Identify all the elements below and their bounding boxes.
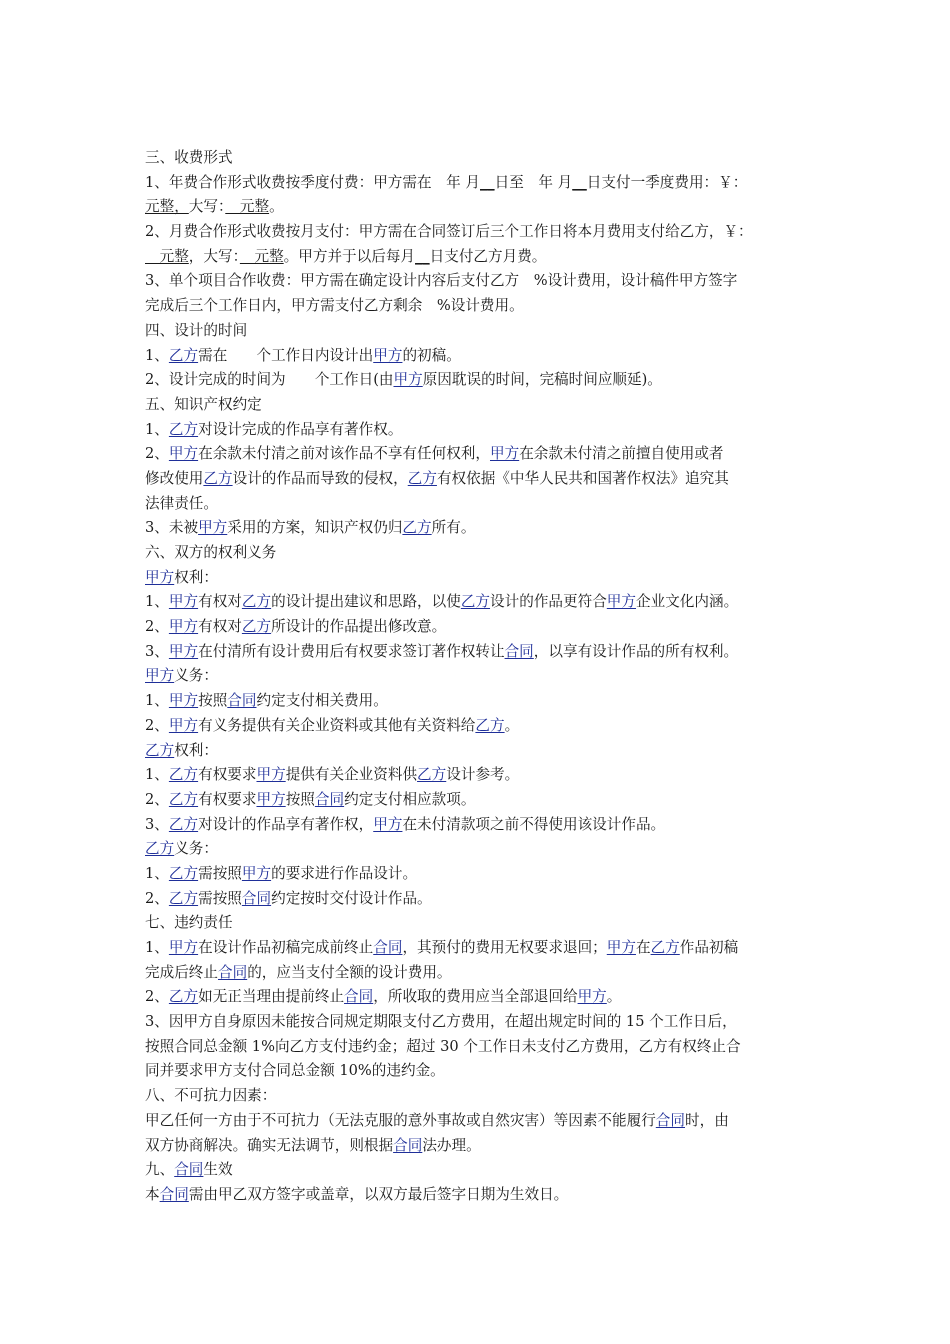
text-run: 的，应当支付全额的设计费用。 <box>247 963 452 981</box>
blank-field: __ <box>572 173 587 191</box>
hyperlink-term[interactable]: 乙方 <box>203 469 233 487</box>
document-line <box>145 195 812 220</box>
text-run: 原因耽误的时间，完稿时间应顺延)。 <box>422 371 662 389</box>
document-line <box>145 566 812 591</box>
text-run: 完成后三个工作日内，甲方需支付乙方剩余 %设计费用。 <box>145 297 524 315</box>
hyperlink-term[interactable]: 乙方 <box>168 420 199 438</box>
text-run: 在未付清款项之前不得使用该设计作品。 <box>402 815 666 833</box>
text-run: 在 <box>635 939 651 956</box>
text-run: 如无正当理由提前终止 <box>198 988 345 1006</box>
text-run: 完成后终止 <box>145 963 218 981</box>
hyperlink-term[interactable]: 乙方 <box>417 766 447 784</box>
document-line <box>145 714 812 739</box>
text-run: 有权要求 <box>198 790 257 808</box>
text-run: 约定支付相应款项。 <box>344 790 476 808</box>
hyperlink-term[interactable]: 乙方 <box>475 716 505 734</box>
text-run: 设计参考。 <box>446 766 520 784</box>
hyperlink-term[interactable]: 乙方 <box>168 790 199 808</box>
text-run: 所有。 <box>431 519 476 537</box>
document-line <box>145 245 812 270</box>
hyperlink-term[interactable]: 甲方 <box>168 593 199 611</box>
text-run: 约定支付相关费用。 <box>256 692 388 710</box>
text-run: 1、 <box>145 864 169 882</box>
hyperlink-term[interactable]: 乙方 <box>168 864 199 882</box>
hyperlink-term[interactable]: 乙方 <box>168 815 199 833</box>
document-line <box>145 319 812 344</box>
document-line <box>145 615 812 640</box>
hyperlink-term[interactable]: 甲方 <box>606 593 636 611</box>
text-run: 三、收费形式 <box>145 149 233 166</box>
text-run: 3、 <box>145 815 169 833</box>
hyperlink-term[interactable]: 合同 <box>241 889 272 907</box>
hyperlink-term[interactable]: 甲方 <box>168 618 199 636</box>
text-run: 本 <box>145 1185 160 1203</box>
text-run: 在设计作品初稿完成前终止 <box>198 939 374 956</box>
document-line <box>145 1035 812 1060</box>
text-run: ，大写： <box>188 247 240 265</box>
text-run: 设计的作品而导致的侵权， <box>232 469 408 487</box>
text-run: 有权对 <box>198 618 242 636</box>
hyperlink-term[interactable]: 乙方 <box>168 766 199 784</box>
document-line <box>145 813 812 838</box>
document-line <box>145 911 812 936</box>
text-run: 需在 个工作日内设计出 <box>198 346 374 364</box>
text-run: 提供有关企业资料供 <box>285 766 418 784</box>
document-line <box>145 294 812 319</box>
text-run: 有义务提供有关企业资料或其他有关资料给 <box>198 716 476 734</box>
blank-field: 元整 <box>225 198 270 216</box>
text-run: 的设计提出建议和思路，以使 <box>271 593 461 611</box>
text-run: 八、不可抗力因素： <box>145 1087 277 1105</box>
text-run: 需按照 <box>198 864 242 882</box>
document-line <box>145 492 812 517</box>
document-line <box>145 837 812 862</box>
text-run: 采用的方案，知识产权仍归 <box>227 519 403 537</box>
hyperlink-term[interactable]: 甲方 <box>256 766 286 784</box>
document-line <box>145 516 812 541</box>
text-run: 企业文化内涵。 <box>636 593 739 611</box>
text-run: 作品初稿 <box>679 939 739 956</box>
hyperlink-term[interactable]: 合同 <box>314 790 345 808</box>
text-run: 在付清所有设计费用后有权要求签订著作权转让 <box>198 642 505 660</box>
text-run: 七、违约责任 <box>145 914 233 932</box>
text-run: 约定按时交付设计作品。 <box>271 889 432 907</box>
hyperlink-term[interactable]: 甲方 <box>606 939 636 956</box>
text-run: 按照 <box>198 692 228 710</box>
text-run: 有权对 <box>198 593 242 611</box>
hyperlink-term[interactable]: 甲方 <box>373 815 403 833</box>
text-run: 修改使用 <box>145 469 204 487</box>
document-line <box>145 739 812 764</box>
text-run: 1、 <box>145 766 169 784</box>
text-run: 四、设计的时间 <box>145 321 248 339</box>
text-run: 按照合同总金额 1%向乙方支付违约金；超过 30 个工作日未支付乙方费用，乙方有权终止合 <box>145 1037 741 1055</box>
text-run: 2、 <box>145 716 169 734</box>
text-run: 对设计的作品享有著作权， <box>198 815 374 833</box>
document-line <box>145 1010 812 1035</box>
document-line <box>145 418 812 443</box>
document-line <box>145 269 812 294</box>
text-run: 在余款未付清之前擅自使用或者 <box>519 445 724 463</box>
document-line <box>145 788 812 813</box>
blank-field: 元整， <box>145 198 189 216</box>
text-run: 3、未被 <box>145 519 199 537</box>
hyperlink-term[interactable]: 乙方 <box>650 939 680 956</box>
text-run: 1、 <box>145 346 169 364</box>
document-line <box>145 146 812 171</box>
text-run: 权利： <box>174 568 218 586</box>
text-run: ，以享有设计作品的所有权利。 <box>533 642 739 660</box>
document-line <box>145 1158 812 1183</box>
hyperlink-term[interactable]: 甲方 <box>393 371 423 389</box>
text-run: 。 <box>504 716 520 734</box>
document-line <box>145 887 812 912</box>
text-run: 2、 <box>145 790 169 808</box>
text-run: 法律责任。 <box>145 494 218 512</box>
document-line <box>145 467 812 492</box>
document-line <box>145 590 812 615</box>
document-line <box>145 1084 812 1109</box>
text-run: 日支付一季度费用：￥： <box>586 173 748 191</box>
hyperlink-term[interactable]: 甲方 <box>168 642 199 660</box>
hyperlink-term[interactable]: 合同 <box>655 1111 685 1129</box>
text-run: ，其预付的费用无权要求退回； <box>402 939 607 956</box>
text-run: 设计的作品更符合 <box>490 593 607 611</box>
document-line <box>145 862 812 887</box>
text-run: 六、双方的权利义务 <box>145 544 277 561</box>
text-run: 2、 <box>145 445 169 463</box>
text-run: 1、 <box>145 593 169 611</box>
text-run: 义务： <box>174 840 218 858</box>
text-run: 同并要求甲方支付合同总金额 10%的违约金。 <box>145 1062 445 1080</box>
hyperlink-term[interactable]: 乙方 <box>168 988 199 1006</box>
text-run: 有权依据《中华人民共和国著作权法》追究其 <box>436 469 729 487</box>
text-run: 。 <box>269 198 284 216</box>
document-line <box>145 442 812 467</box>
hyperlink-term[interactable]: 乙方 <box>145 840 175 858</box>
document-line <box>145 344 812 369</box>
document-line <box>145 171 812 196</box>
hyperlink-term[interactable]: 甲方 <box>256 790 286 808</box>
text-run: 日支付乙方月费。 <box>429 247 547 265</box>
text-run: 五、知识产权约定 <box>145 395 262 413</box>
document-line <box>145 689 812 714</box>
text-run: 2、 <box>145 889 169 907</box>
text-run: 生效 <box>203 1161 233 1179</box>
hyperlink-term[interactable]: 合同 <box>217 963 248 981</box>
hyperlink-term[interactable]: 合同 <box>393 1136 423 1154</box>
text-run: 3、因甲方自身原因未能按合同规定期限支付乙方费用，在超出规定时间的 15 个工作日后， <box>145 1013 737 1031</box>
text-run: 按照 <box>285 790 315 808</box>
blank-field: __ <box>415 247 430 265</box>
text-run: 2、月费合作形式收费按月支付：甲方需在合同签订后三个工作日将本月费用支付给乙方，￥： <box>145 223 753 241</box>
text-run: 所设计的作品提出修改意。 <box>271 618 447 636</box>
document-line <box>145 640 812 665</box>
hyperlink-term[interactable]: 乙方 <box>241 593 272 611</box>
document-line <box>145 1109 812 1134</box>
document-line <box>145 763 812 788</box>
hyperlink-term[interactable]: 甲方 <box>145 568 175 586</box>
document-line <box>145 541 812 566</box>
text-run: 九、 <box>145 1161 175 1179</box>
document-line <box>145 1134 812 1159</box>
text-run: 的要求进行作品设计。 <box>271 864 418 882</box>
text-run: 的初稿。 <box>402 346 461 364</box>
document-line <box>145 1183 812 1208</box>
text-run: 在余款未付清之前对该作品不享有任何权利， <box>198 445 490 463</box>
hyperlink-term[interactable]: 乙方 <box>241 618 272 636</box>
text-run: 需由甲乙双方签字或盖章，以双方最后签字日期为生效日。 <box>188 1185 569 1203</box>
blank-field: 元整 <box>145 247 189 265</box>
text-run: 大写： <box>188 198 226 216</box>
hyperlink-term[interactable]: 乙方 <box>145 741 175 759</box>
contract-body <box>145 146 812 1208</box>
blank-field: 元整 <box>239 247 284 265</box>
document-line <box>145 985 812 1010</box>
hyperlink-term[interactable]: 甲方 <box>373 346 403 364</box>
blank-field: __ <box>480 173 495 191</box>
hyperlink-term[interactable]: 合同 <box>227 692 257 710</box>
hyperlink-term[interactable]: 乙方 <box>402 519 432 537</box>
hyperlink-term[interactable]: 甲方 <box>577 988 607 1006</box>
text-run: 义务： <box>174 667 218 685</box>
text-run: 1、 <box>145 420 169 438</box>
hyperlink-term[interactable]: 甲方 <box>489 445 520 463</box>
document-line <box>145 393 812 418</box>
text-run: 2、 <box>145 618 169 636</box>
document-line <box>145 961 812 986</box>
text-run: 1、 <box>145 692 169 710</box>
hyperlink-term[interactable]: 甲方 <box>145 667 175 685</box>
hyperlink-term[interactable]: 乙方 <box>460 593 491 611</box>
hyperlink-term[interactable]: 甲方 <box>168 716 199 734</box>
document-line <box>145 664 812 689</box>
hyperlink-term[interactable]: 乙方 <box>168 889 199 907</box>
text-run: ，所收取的费用应当全部退回给 <box>373 988 578 1006</box>
text-run: 时，由 <box>685 1111 729 1129</box>
text-run: 法办理。 <box>422 1136 481 1154</box>
hyperlink-term[interactable]: 合同 <box>373 939 403 956</box>
document-line <box>145 220 812 245</box>
text-run: 1、年费合作形式收费按季度付费：甲方需在 年 月 <box>145 173 480 191</box>
hyperlink-term[interactable]: 甲方 <box>168 445 199 463</box>
text-run: 有权要求 <box>198 766 257 784</box>
text-run: 。 <box>606 988 622 1006</box>
hyperlink-term[interactable]: 合同 <box>344 988 374 1006</box>
document-line <box>145 1059 812 1084</box>
text-run: 甲乙任何一方由于不可抗力（无法克服的意外事故或自然灾害）等因素不能履行 <box>145 1111 656 1129</box>
text-run: 日至 年 月 <box>494 173 573 191</box>
text-run: 双方协商解决。确实无法调节，则根据 <box>145 1136 394 1154</box>
hyperlink-term[interactable]: 甲方 <box>168 939 199 956</box>
text-run: 1、 <box>145 939 169 956</box>
text-run: 。甲方并于以后每月 <box>283 247 416 265</box>
document-line <box>145 936 812 961</box>
document-line <box>145 368 812 393</box>
text-run: 3、单个项目合作收费：甲方需在确定设计内容后支付乙方 %设计费用，设计稿件甲方签字 <box>145 272 738 290</box>
hyperlink-term[interactable]: 合同 <box>174 1161 204 1179</box>
hyperlink-term[interactable]: 乙方 <box>407 469 437 487</box>
text-run: 2、设计完成的时间为 个工作日(由 <box>145 371 394 389</box>
hyperlink-term[interactable]: 甲方 <box>198 519 228 537</box>
hyperlink-term[interactable]: 合同 <box>159 1185 189 1203</box>
text-run: 对设计完成的作品享有著作权。 <box>198 420 403 438</box>
hyperlink-term[interactable]: 甲方 <box>168 692 199 710</box>
text-run: 权利： <box>174 741 218 759</box>
hyperlink-term[interactable]: 乙方 <box>168 346 199 364</box>
text-run: 3、 <box>145 642 169 660</box>
text-run: 需按照 <box>198 889 242 907</box>
hyperlink-term[interactable]: 合同 <box>504 642 534 660</box>
text-run: 2、 <box>145 988 169 1006</box>
hyperlink-term[interactable]: 甲方 <box>241 864 272 882</box>
